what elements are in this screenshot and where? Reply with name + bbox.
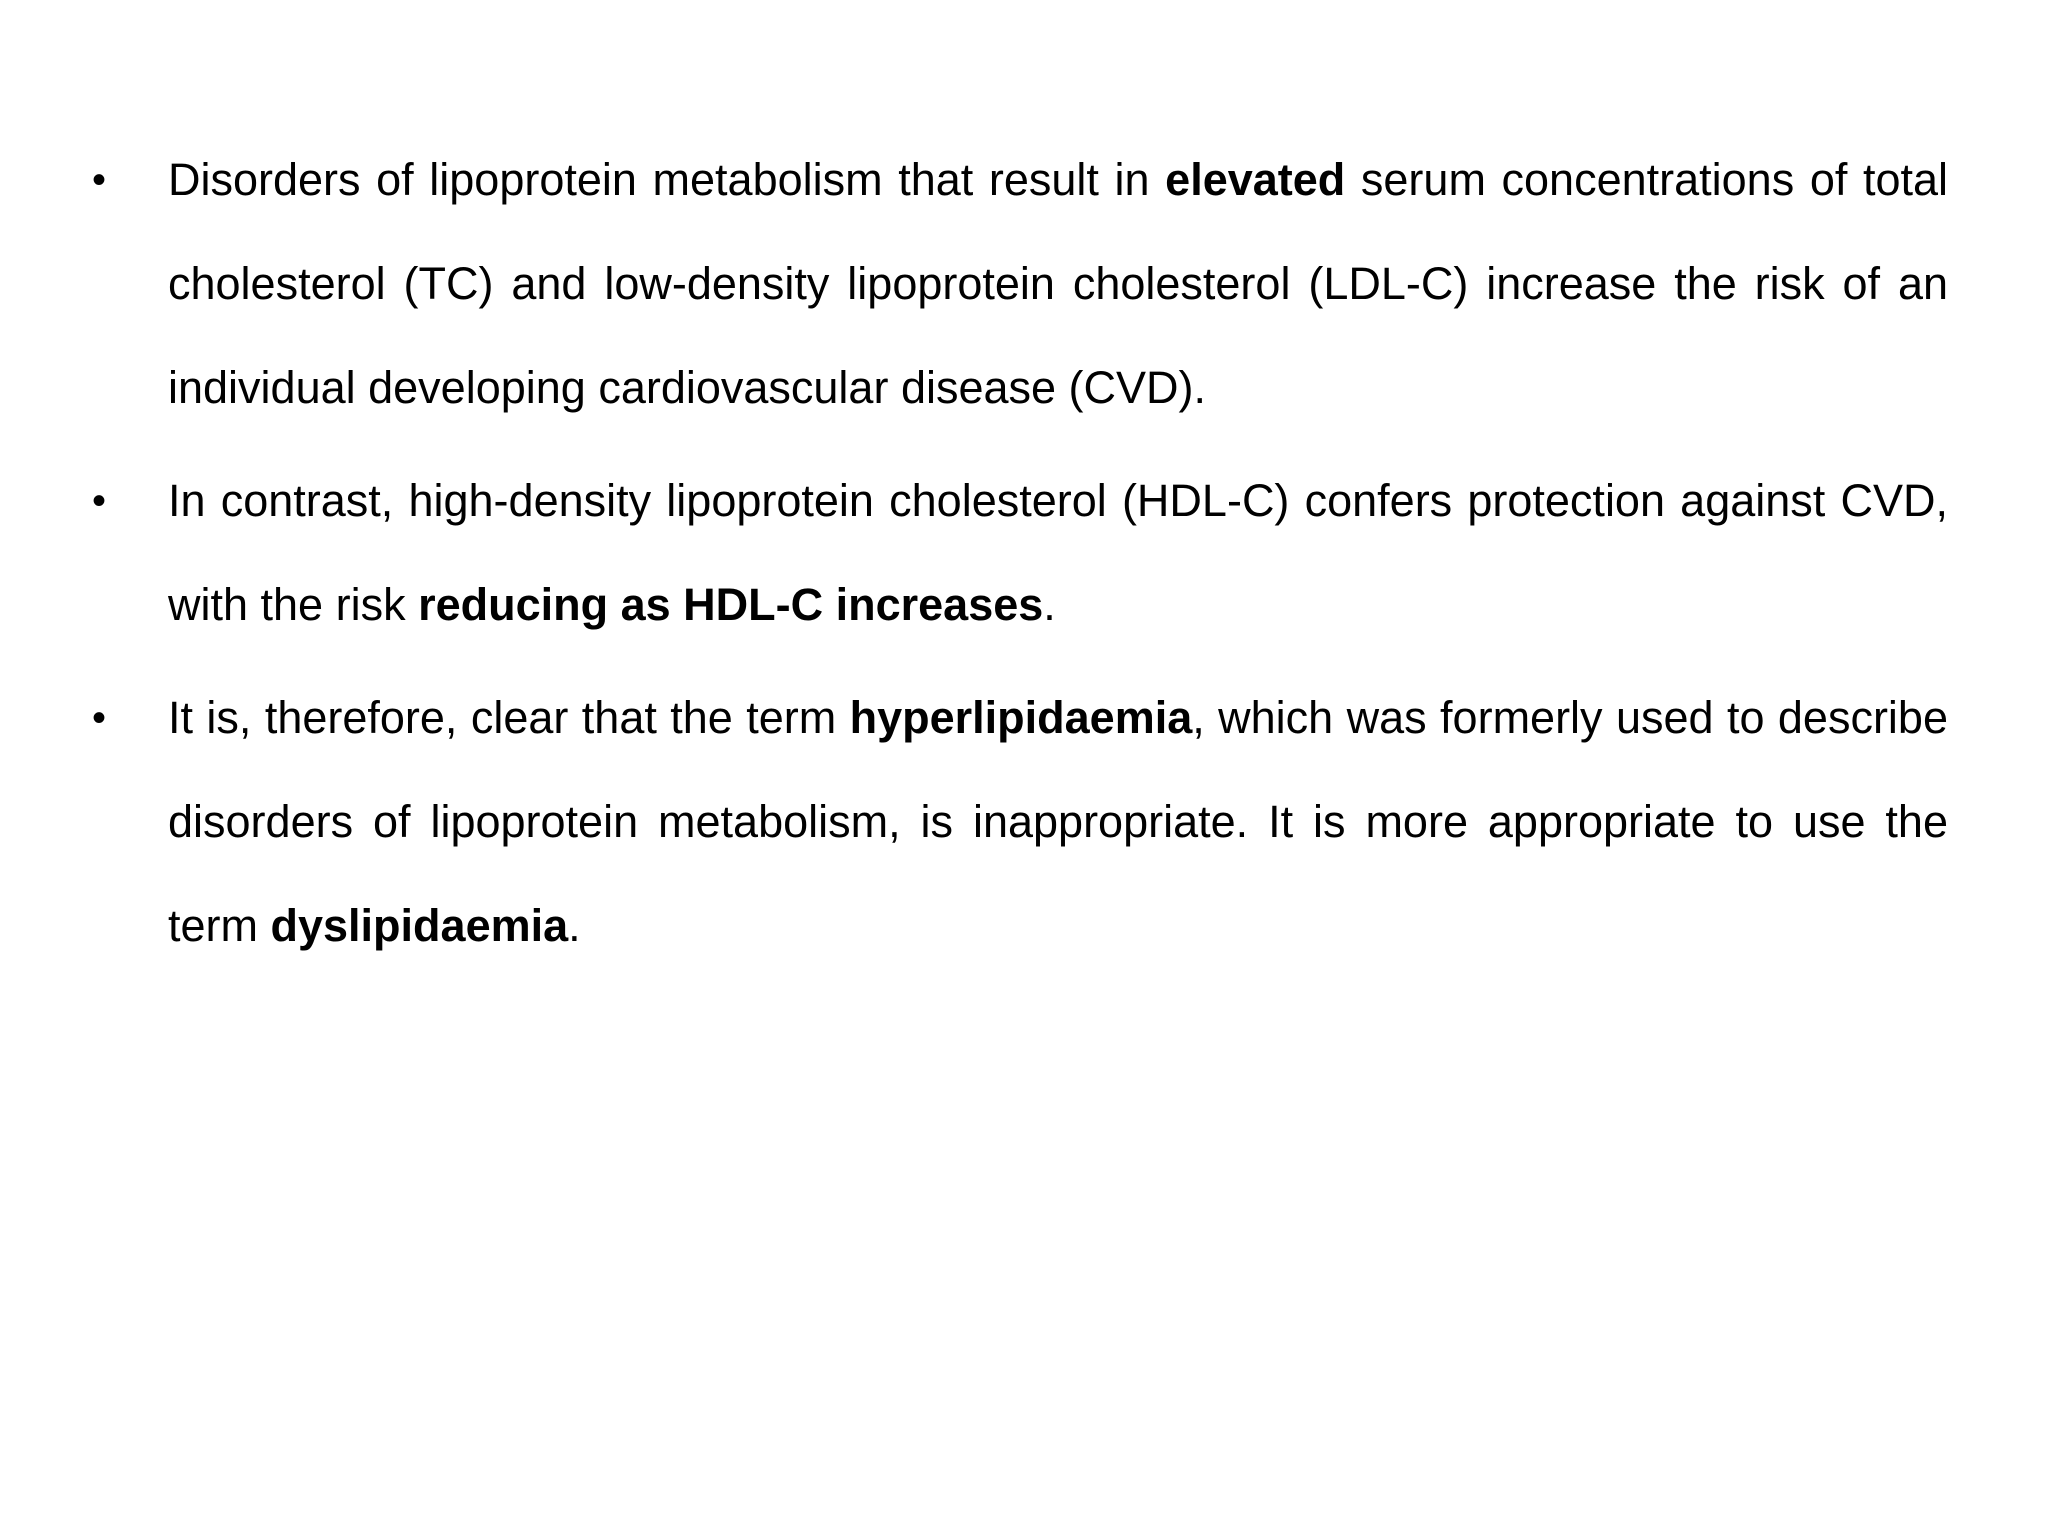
bullet-text xyxy=(168,692,1948,951)
bullet-item xyxy=(86,449,1948,657)
text-segment: . xyxy=(1043,579,1056,630)
text-segment: Disorders of lipoprotein metabolism that result in xyxy=(168,154,1166,205)
bullet-item xyxy=(86,666,1948,978)
bold-term: hyperlipidaemia xyxy=(849,692,1193,743)
bullet-marker: • xyxy=(92,696,107,740)
bold-term: elevated xyxy=(1165,154,1346,205)
bullet-item xyxy=(86,128,1948,440)
bold-term: dyslipidaemia xyxy=(270,900,569,951)
text-segment: serum concentrations of total cholesterol (TC) and low-density lipoprotein cholesterol (LDL-C) increase the risk of an individual developing cardiovascular disease (CVD). xyxy=(168,154,1949,413)
bullet-marker: • xyxy=(92,479,107,523)
bullet-marker: • xyxy=(92,158,107,202)
bullet-list xyxy=(86,128,1948,987)
bullet-text xyxy=(168,154,1948,413)
bold-term: reducing as HDL-C increases xyxy=(418,579,1044,630)
text-segment: In contrast, high-density lipoprotein cholesterol (HDL-C) confers protection against CVD, with the risk xyxy=(168,475,1948,630)
bullet-text xyxy=(168,475,1948,630)
text-segment: , which was formerly used to describe disorders of lipoprotein metabolism, is inappropriate. It is more appropriate to use the term xyxy=(168,692,1948,951)
text-segment: It is, therefore, clear that the term xyxy=(168,692,850,743)
text-segment: . xyxy=(568,900,581,951)
